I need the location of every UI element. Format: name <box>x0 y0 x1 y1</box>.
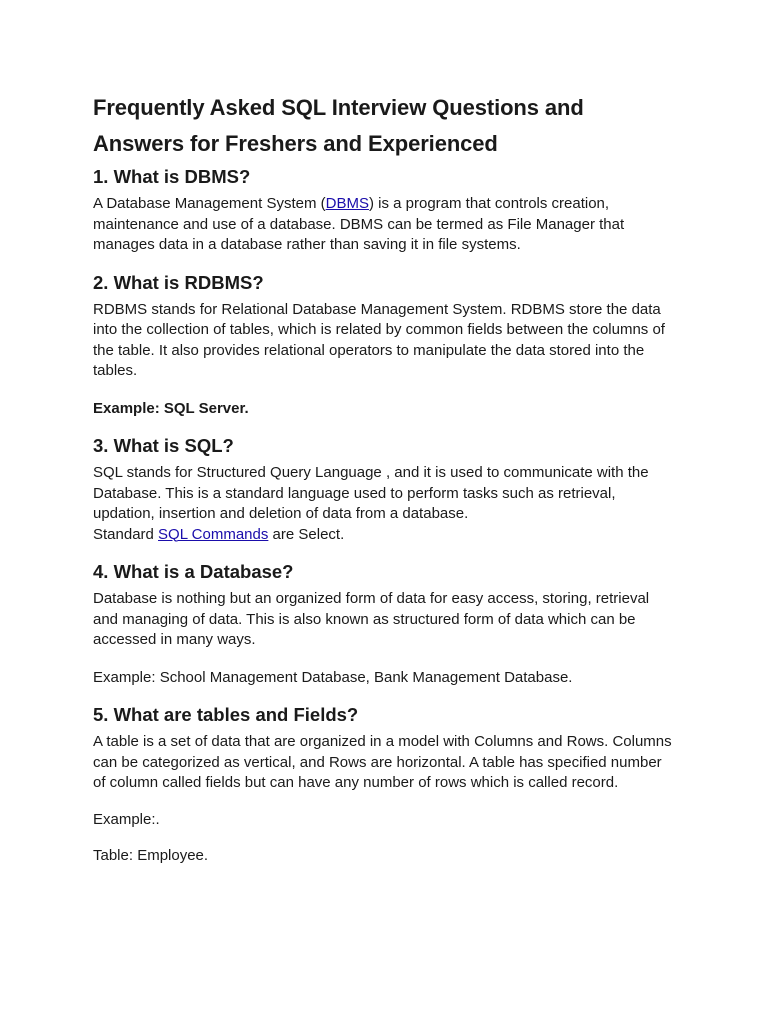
question-3-answer: SQL stands for Structured Query Language , and it is used to communicate with the Database. This is a standard language used to perform tasks such as retrieval, updation, insertion and deletion of data from a database. <box>93 464 649 522</box>
document-page <box>93 90 678 881</box>
question-3-heading: 3. What is SQL? <box>93 435 234 456</box>
page-title: Frequently Asked SQL Interview Questions and Answers for Freshers and Experienced <box>93 95 584 156</box>
question-5-table-line: Table: Employee. <box>93 847 209 864</box>
question-2-example: Example: SQL Server. <box>93 399 249 417</box>
question-4-answer: Database is nothing but an organized form of data for easy access, storing, retrieval and managing of data. This is also known as structured form of data which can be accessed in many ways. <box>93 590 650 648</box>
question-1-section <box>93 164 678 256</box>
question-1-answer <box>93 194 678 256</box>
question-3-text-after: are Select. <box>268 525 345 543</box>
question-2-answer: RDBMS stands for Relational Database Management System. RDBMS store the data into the collection of tables, which is related by common fields between the columns of the table. It also provides relational operators to manipulate the data stored into the tables. <box>93 300 665 379</box>
question-5-section <box>93 702 678 867</box>
question-2-heading: 2. What is RDBMS? <box>93 271 264 293</box>
dbms-link[interactable]: DBMS <box>325 195 369 212</box>
sql-commands-link[interactable]: SQL Commands <box>158 525 269 543</box>
question-4-example: Example: School Management Database, Bank Management Database. <box>93 668 573 686</box>
question-3-commands-line <box>93 525 678 546</box>
question-4-section <box>93 559 678 688</box>
question-3-section <box>93 433 678 545</box>
question-5-example: Example:. <box>93 810 160 828</box>
question-5-heading: 5. What are tables and Fields? <box>93 704 359 725</box>
question-1-text-before: A Database Management System ( <box>93 195 326 212</box>
question-2-section <box>93 270 678 420</box>
question-4-heading: 4. What is a Database? <box>93 561 294 582</box>
question-1-heading: 1. What is DBMS? <box>93 166 251 187</box>
question-5-answer: A table is a set of data that are organized in a model with Columns and Rows. Columns can be categorized as vertical, and Rows are horizontal. A table has specified number of column called fields but can have any number of rows which is called record. <box>93 733 672 791</box>
question-3-text-before: Standard <box>93 525 159 543</box>
question-1-text-after: ) is a program that controls creation, maintenance and use of a database. DBMS can be termed as File Manager that manages data in a database rather than saving it in file systems. <box>93 195 625 253</box>
